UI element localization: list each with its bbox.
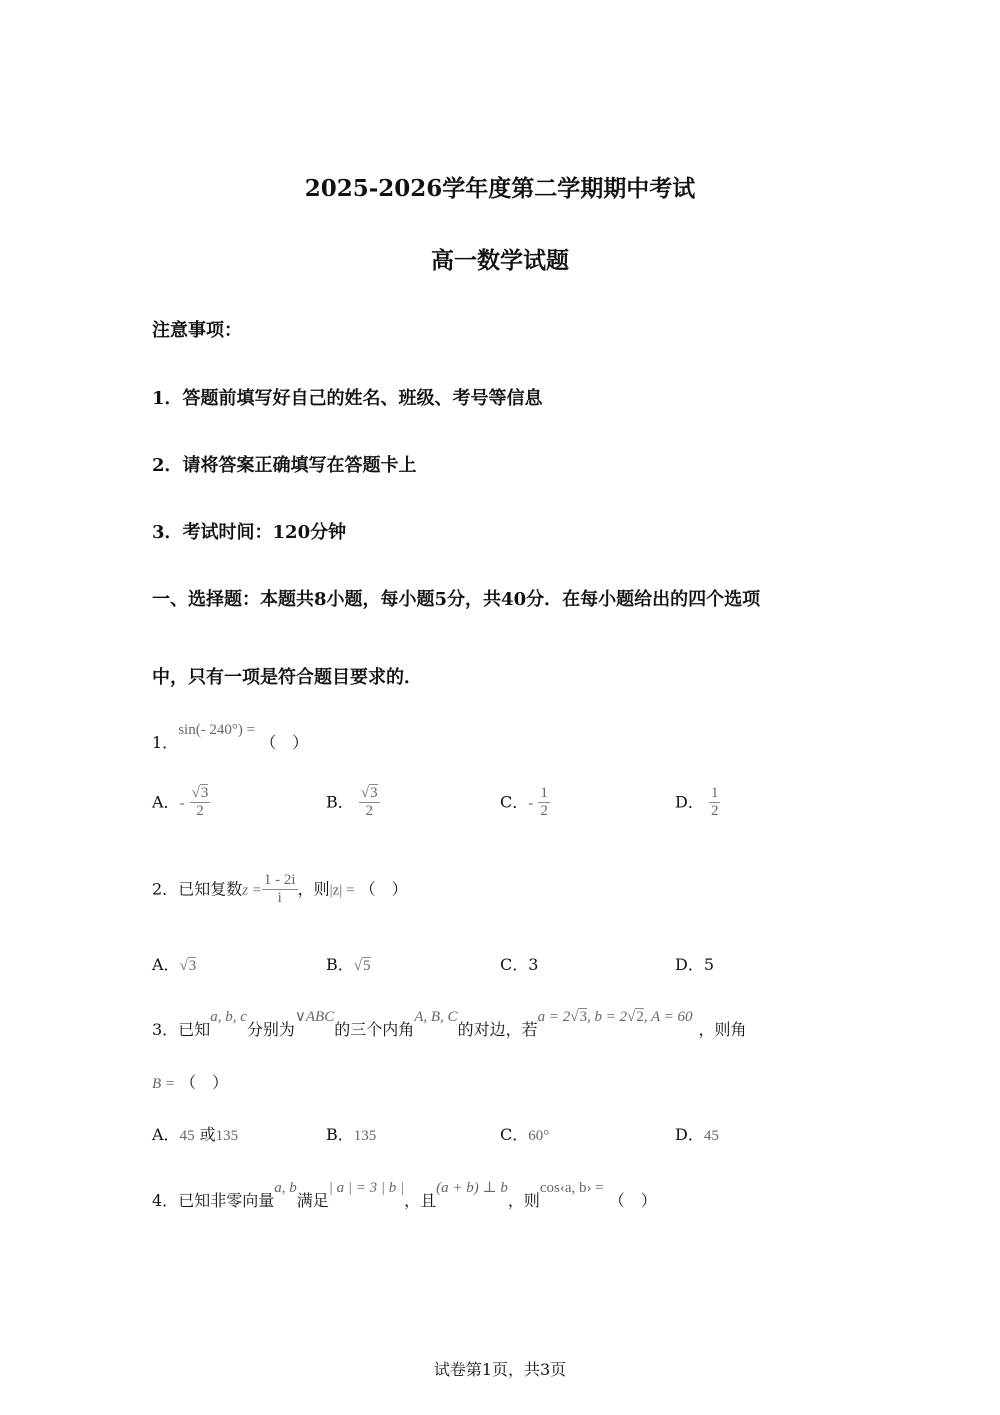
denominator: 2 (540, 803, 548, 820)
question-text: 分别为 (246, 1020, 295, 1039)
question-text: ，则 (507, 1191, 540, 1210)
q1-option-a (152, 785, 210, 821)
math-expression: |z| = (329, 882, 355, 899)
option-text: 或 (194, 1125, 216, 1144)
notice-item: 1．答题前填写好自己的姓名、班级、考号等信息 (152, 388, 543, 409)
q2-option-b: B．√5 (326, 955, 371, 974)
math-variable: ∨ABC (294, 1009, 335, 1025)
option-label: B． (326, 792, 354, 812)
minus-sign: - (528, 795, 534, 812)
question-3 (152, 1009, 747, 1040)
notice-item: 3．考试时间：120分钟 (152, 522, 347, 543)
question-text: ，则 (297, 879, 330, 899)
page-footer: 试卷第1页，共3页 (433, 1360, 567, 1379)
radicand: 3 (370, 785, 378, 801)
fraction (538, 785, 550, 821)
option-label: D． (675, 792, 704, 812)
radicand: 5 (363, 958, 371, 974)
fraction (709, 785, 721, 821)
option-label: D． (675, 955, 704, 974)
option-label: B． (326, 1125, 354, 1144)
math-expression: cos‹a, b› = (539, 1180, 604, 1196)
question-number: 3． (152, 1020, 179, 1039)
option-value: 5 (703, 955, 715, 974)
radicand: 3 (188, 958, 197, 974)
answer-paren: （ ） (359, 879, 408, 899)
q2-option-a: A．√3 (152, 955, 197, 974)
question-text: 的对边，若 (457, 1020, 538, 1039)
option-value: 135 (215, 1128, 239, 1144)
fraction (262, 872, 298, 908)
question-number: 2． (152, 879, 179, 899)
section-heading-line2: 中，只有一项是符合题目要求的． (152, 667, 422, 688)
math-expression: (a + b) ⊥ b (436, 1180, 508, 1196)
question-4 (152, 1180, 657, 1211)
answer-paren: （ ） (180, 1073, 229, 1092)
numerator: 1 (709, 785, 721, 803)
denominator: 2 (196, 803, 204, 820)
question-text: 满足 (296, 1191, 329, 1210)
q2-option-d (675, 952, 714, 975)
exam-title: 2025-2026学年度第二学期期中考试 (304, 175, 696, 202)
option-label: C． (500, 955, 529, 974)
q1-option-b (326, 785, 380, 821)
question-text: ，且 (404, 1191, 437, 1210)
math-expression: | a | = 3 | b | (328, 1180, 405, 1196)
option-label: D． (675, 1125, 704, 1144)
question-text: 已知 (178, 1020, 211, 1039)
exam-subtitle: 高一数学试题 (431, 247, 569, 274)
option-value: 45 (703, 1128, 719, 1144)
math-variable: z = (242, 882, 262, 899)
answer-paren: （ ） (260, 733, 309, 752)
math-expression: B = (152, 1076, 176, 1092)
question-text: 的三个内角 (334, 1020, 415, 1039)
denominator: i (277, 890, 282, 907)
q3-option-d (675, 1122, 719, 1145)
option-label: C． (500, 1125, 529, 1144)
question-text: 已知复数 (178, 879, 243, 899)
math-expression: sin(- 240°) = (178, 722, 256, 738)
section-heading-line1: 一、选择题：本题共8小题，每小题5分，共40分．在每小题给出的四个选项 (152, 589, 761, 610)
math-variable: a, b (274, 1180, 297, 1196)
math-variable: A, B, C (414, 1009, 458, 1025)
question-text: 已知非零向量 (178, 1191, 275, 1210)
q2-option-c (500, 952, 538, 975)
q3-option-b (326, 1122, 376, 1145)
question-3-cont (152, 1070, 228, 1093)
option-label: C． (500, 792, 529, 812)
denominator: 2 (365, 803, 373, 820)
option-value: 135 (353, 1128, 377, 1144)
q1-option-c (500, 785, 550, 821)
denominator: 2 (710, 803, 719, 820)
radicand: 3 (200, 785, 209, 801)
option-label: A． (152, 792, 180, 812)
notice-item: 2．请将答案正确填写在答题卡上 (152, 455, 417, 476)
q1-option-d (675, 785, 720, 821)
q3-option-c (500, 1122, 549, 1145)
fraction: $\frac{√3}{2}$ (191, 785, 209, 820)
question-text: ，则角 (698, 1020, 747, 1039)
math-variable: a, b, c (210, 1009, 247, 1025)
numerator: 1 - 2i (262, 872, 298, 890)
math-expression: a = 2√3, b = 2√2, A = 60 (537, 1009, 693, 1025)
option-value: 3 (528, 955, 539, 974)
numerator: 1 (538, 785, 550, 803)
question-number: 4． (152, 1191, 179, 1210)
q3-option-a (152, 1122, 238, 1145)
notice-heading: 注意事项： (152, 320, 242, 341)
question-1 (152, 722, 309, 753)
minus-sign: - (179, 795, 185, 812)
option-label: A． (152, 955, 180, 974)
question-2 (152, 872, 408, 908)
fraction: $\frac{√3}{2}$ (360, 785, 378, 820)
option-label: A． (152, 1125, 180, 1144)
question-number: 1． (152, 733, 179, 752)
option-value: 60° (528, 1128, 550, 1144)
option-label: B． (326, 955, 354, 974)
option-value: 45 (179, 1128, 195, 1144)
answer-paren: （ ） (608, 1191, 657, 1210)
